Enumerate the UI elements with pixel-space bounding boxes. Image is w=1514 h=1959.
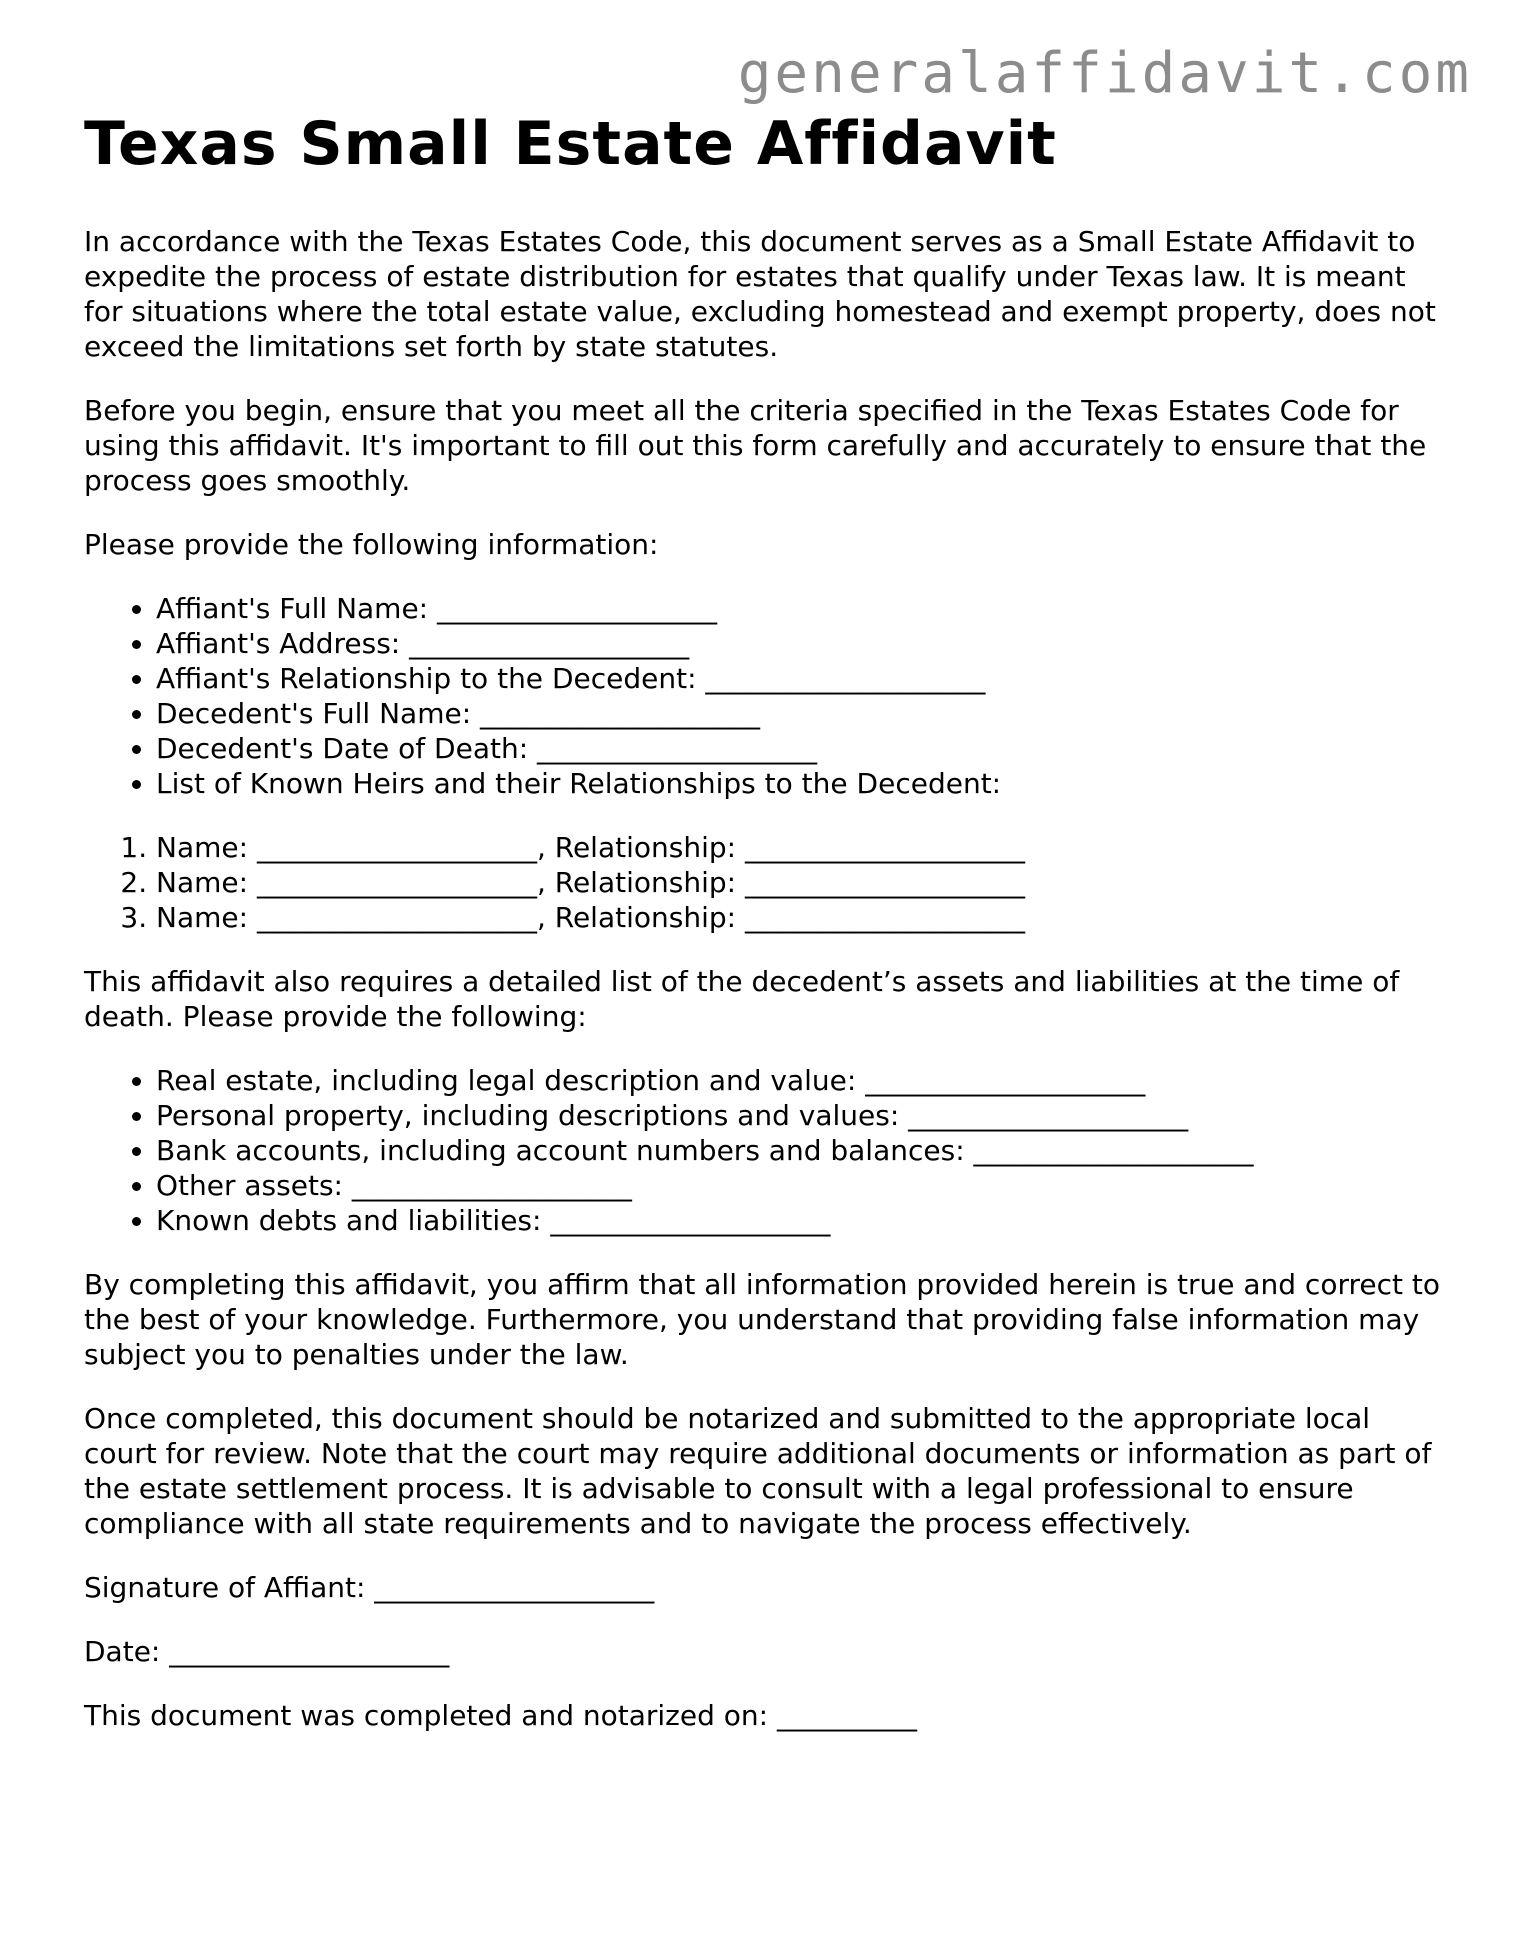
assets-intro: This affidavit also requires a detailed list of the decedent’s assets and liabilities at the time of death. Please provide the following:: [84, 965, 1400, 1033]
notarized-line: This document was completed and notarized on: __________: [84, 1699, 917, 1732]
field-decedent-date-of-death: • Decedent's Date of Death: ____________________: [156, 731, 1444, 766]
field-decedent-full-name: • Decedent's Full Name: ____________________: [156, 696, 1444, 731]
document-body: [84, 106, 1444, 1762]
asset-real-estate: • Real estate, including legal description and value: ____________________: [156, 1063, 1444, 1098]
asset-bank-accounts: • Bank accounts, including account numbers and balances: ____________________: [156, 1133, 1444, 1168]
field-affiant-address: • Affiant's Address: ____________________: [156, 626, 1444, 661]
field-known-heirs: • List of Known Heirs and their Relationships to the Decedent:: [156, 766, 1444, 801]
heirs-list: [84, 830, 1444, 935]
asset-other: • Other assets: ____________________: [156, 1168, 1444, 1203]
date-line: Date: ____________________: [84, 1635, 450, 1668]
info-prompt: Please provide the following information:: [84, 528, 659, 561]
signature-line: Signature of Affiant: ____________________: [84, 1571, 655, 1604]
assets-list: [84, 1063, 1444, 1238]
heir-entry: 3. Name: ____________________, Relationship: ____________________: [156, 900, 1444, 935]
document-title: Texas Small Estate Affidavit: [84, 109, 1057, 179]
watermark: generalaffidavit.com: [737, 41, 1472, 106]
heir-entry: 1. Name: ____________________, Relationship: ____________________: [156, 830, 1444, 865]
instructions-paragraph: Before you begin, ensure that you meet all the criteria specified in the Texas Estates Code for using this affidavit. It's important to fill out this form carefully and accurately to ensure that the process goes smoothly.: [84, 394, 1427, 497]
info-field-list: [84, 591, 1444, 801]
liabilities-debts: • Known debts and liabilities: ____________________: [156, 1203, 1444, 1238]
notarization-paragraph: Once completed, this document should be notarized and submitted to the appropriate local court for review. Note that the court may require additional documents or information as part of the estate settlement process. It is advisable to consult with a legal professional to ensure compliance with all state requirements and to navigate the process effectively.: [84, 1402, 1432, 1540]
intro-paragraph: In accordance with the Texas Estates Code, this document serves as a Small Estate Affidavit to expedite the process of estate distribution for estates that qualify under Texas law. It is meant for situations where the total estate value, excluding homestead and exempt property, does not exceed the limitations set forth by state statutes.: [84, 225, 1436, 363]
field-affiant-relationship: • Affiant's Relationship to the Decedent: ____________________: [156, 661, 1444, 696]
asset-personal-property: • Personal property, including descriptions and values: ____________________: [156, 1098, 1444, 1133]
heir-entry: 2. Name: ____________________, Relationship: ____________________: [156, 865, 1444, 900]
affirmation-paragraph: By completing this affidavit, you affirm that all information provided herein is true and correct to the best of your knowledge. Furthermore, you understand that providing false information may subject you to penalties under the law.: [84, 1268, 1440, 1371]
field-affiant-full-name: • Affiant's Full Name: ____________________: [156, 591, 1444, 626]
